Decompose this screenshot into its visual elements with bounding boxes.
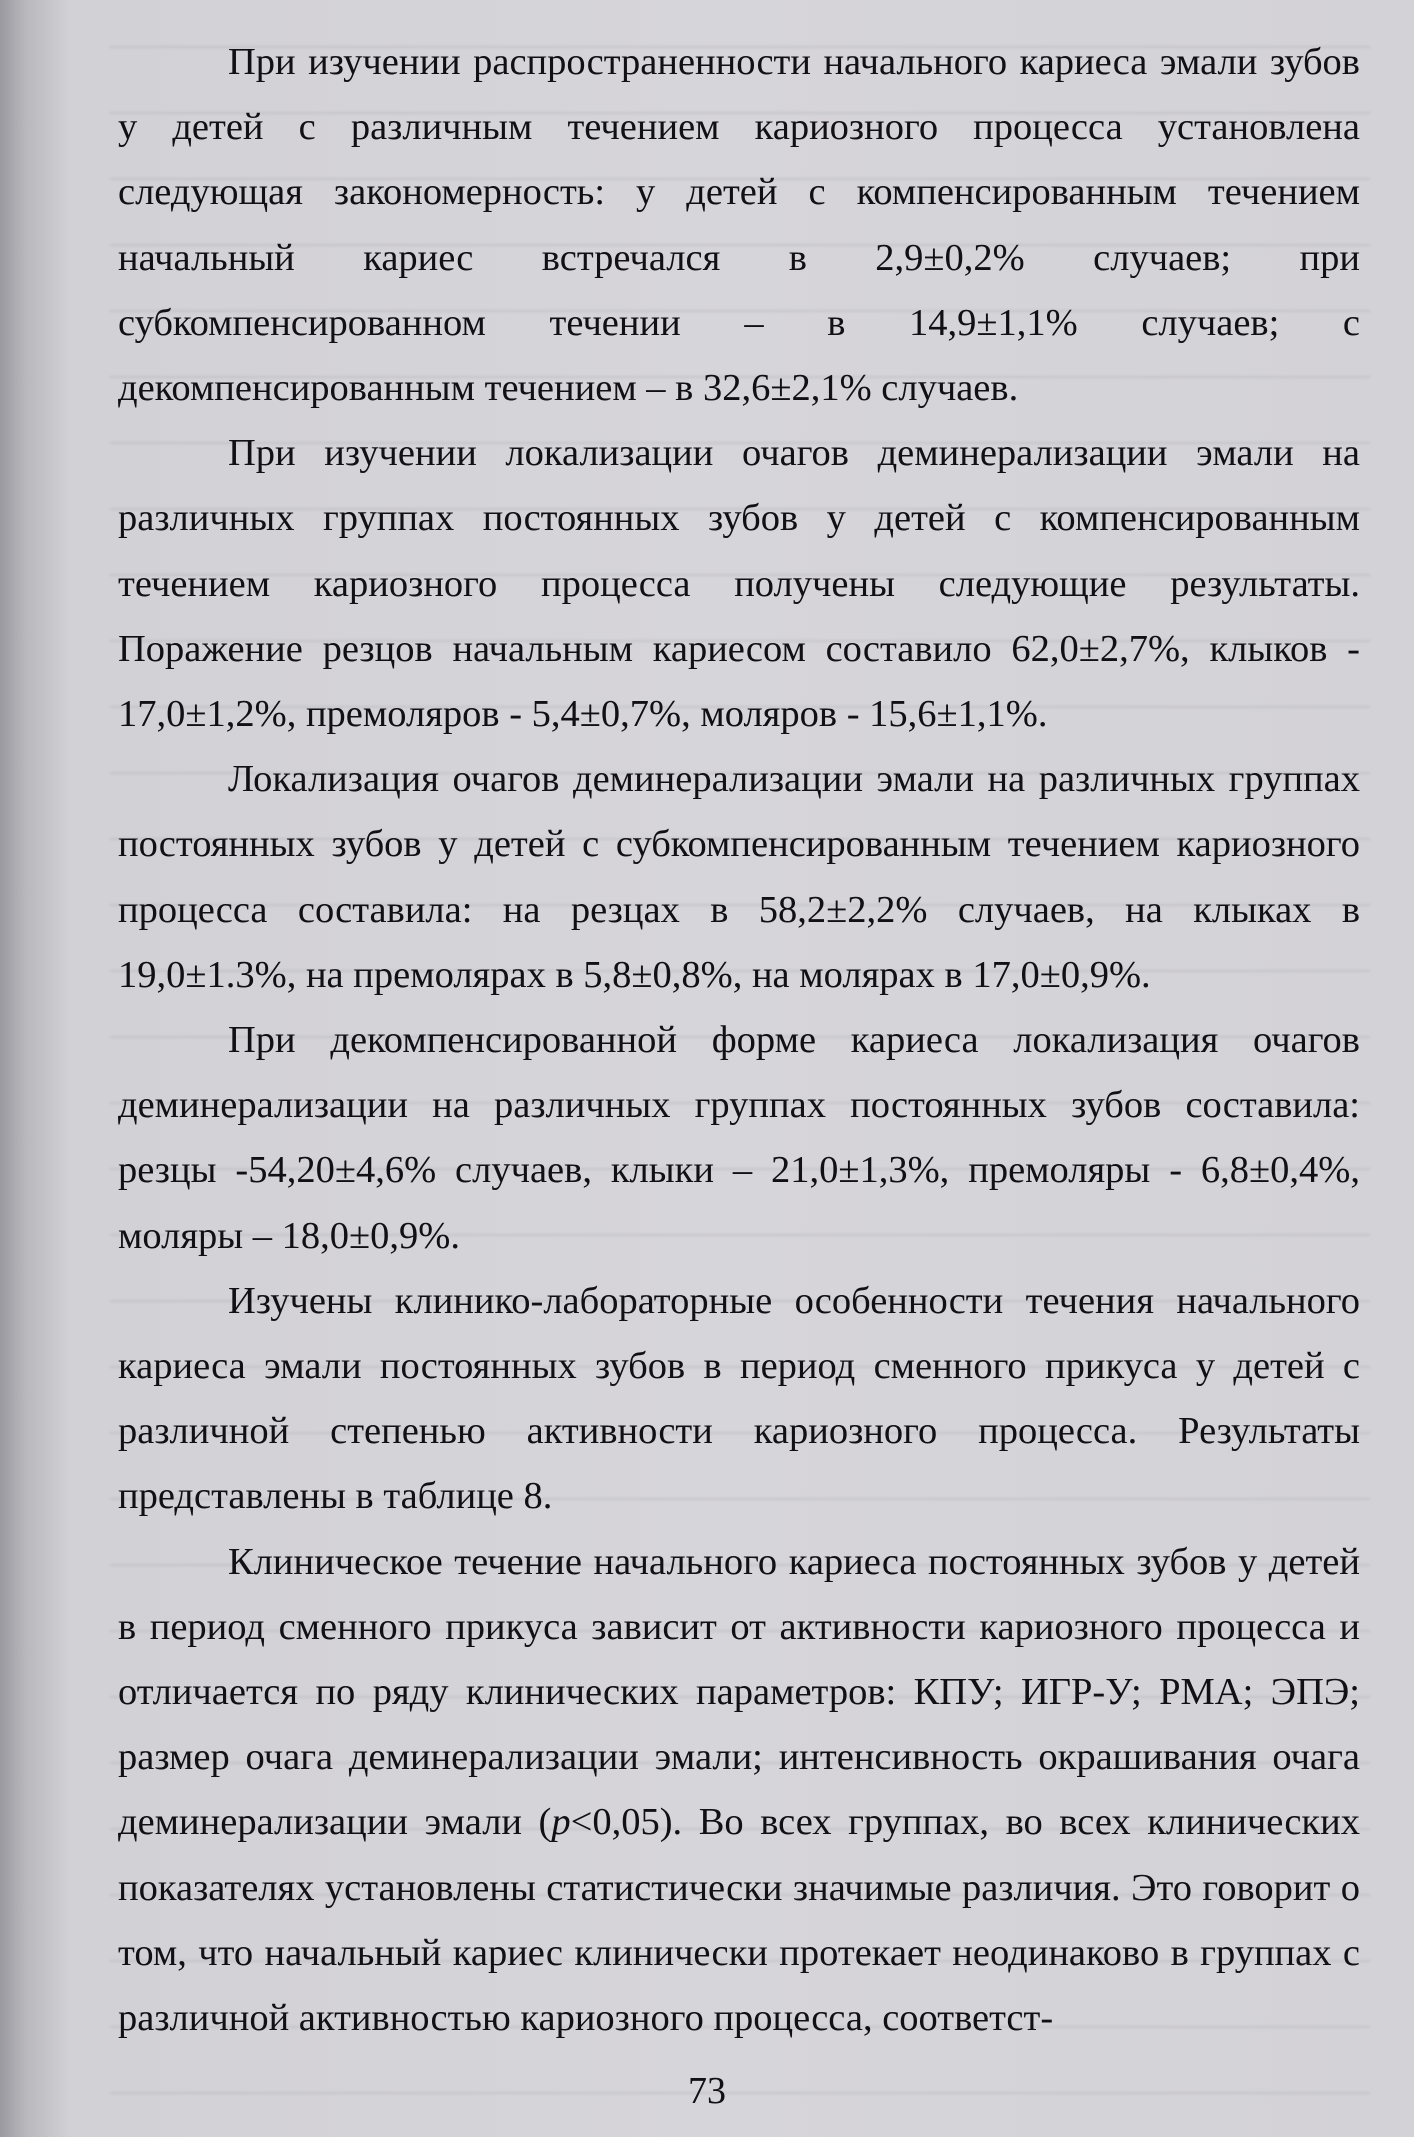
paragraph-clinical-course (118, 1530, 1360, 2052)
paragraph-decompensated-localization: При декомпенсированной форме кариеса локализация очагов деминерализации на различных группах постоянных зубов составила: резцы -54,20±4,6% случаев, клыки – 21,0±1,3%, премоляры - 6,8±0,4%, моляры – 18,0±0,9%. (118, 1019, 1360, 1257)
p-value-symbol: p (551, 1801, 571, 1844)
paragraph-clinical-course-part2: <0,05). Во всех группах, во всех клинических показателях установлены статистически значимые различия. Это говорит о том, что начальный кариес клинически протекает неодинаково в группах с различной активностью кариозного процесса, соответст- (118, 1801, 1360, 2040)
body-text (118, 30, 1360, 2051)
page-number: 73 (688, 2070, 726, 2112)
paragraph-compensated-localization: При изучении локализации очагов деминерализации эмали на различных группах постоянных зубов у детей с компенсированным течением кариозного процесса получены следующие результаты. Поражение резцов начальным кариесом составило 62,0±2,7%, клыков - 17,0±1,2%, премоляров - 5,4±0,7%, моляров - 15,6±1,1%. (118, 432, 1360, 736)
paragraph-clinical-course-part1: Клиническое течение начального кариеса постоянных зубов у детей в период сменного прикуса зависит от активности кариозного процесса и отличается по ряду клинических параметров: КПУ; ИГР-У; РМА; ЭПЭ; размер очага деминерализации эмали; интенсивность окрашивания очага деминерализации эмали ( (118, 1540, 1360, 1844)
paragraph-prevalence: При изучении распространенности начального кариеса эмали зубов у детей с различным течением кариозного процесса установлена следующая закономерность: у детей с компенсированным течением начальный кариес встречался в 2,9±0,2% случаев; при субкомпенсированном течении – в 14,9±1,1% случаев; с декомпенсированным течением – в 32,6±2,1% случаев. (118, 41, 1360, 410)
paragraph-subcompensated-localization: Локализация очагов деминерализации эмали на различных группах постоянных зубов у детей с субкомпенсированным течением кариозного процесса составила: на резцах в 58,2±2,2% случаев, на клыках в 19,0±1.3%, на премолярах в 5,8±0,8%, на молярах в 17,0±0,9%. (118, 758, 1360, 996)
paragraph-clinical-lab-features: Изучены клинико-лабораторные особенности течения начального кариеса эмали постоянных зубов в период сменного прикуса у детей с различной степенью активности кариозного процесса. Результаты представлены в таблице 8. (118, 1279, 1360, 1518)
